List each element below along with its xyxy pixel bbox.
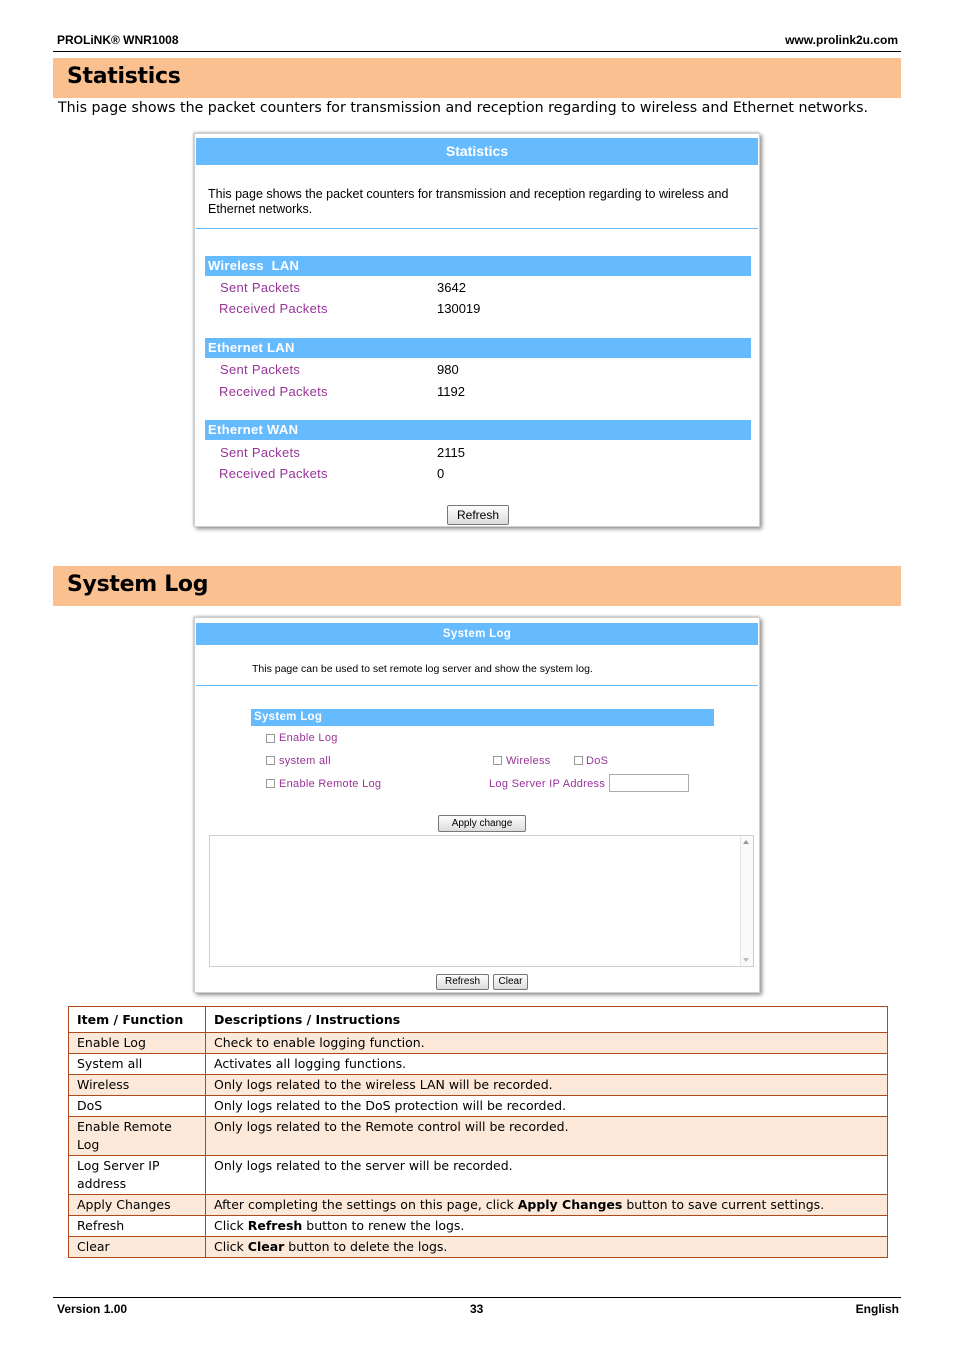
function-description-table — [68, 1006, 888, 1258]
table-cell-description — [206, 1216, 888, 1237]
lan-recv-label: Received Packets — [219, 384, 328, 399]
scroll-up-icon[interactable] — [743, 840, 749, 844]
table-row — [69, 1075, 888, 1096]
lan-recv-value: 1192 — [437, 384, 465, 399]
statistics-panel-desc — [208, 187, 728, 217]
syslog-section-bar — [53, 566, 901, 606]
wan-recv-label: Received Packets — [219, 466, 328, 481]
table-cell-description — [206, 1237, 888, 1258]
header-website: www.prolink2u.com — [785, 33, 898, 47]
syslog-panel — [194, 617, 760, 993]
table-row — [69, 1054, 888, 1075]
log-server-ip-input[interactable] — [609, 774, 689, 792]
description-text: Only logs related to the server will be recorded. — [214, 1158, 513, 1173]
description-text: Only logs related to the Remote control will be recorded. — [214, 1119, 569, 1134]
wireless-checkbox[interactable] — [493, 756, 502, 765]
table-cell-description — [206, 1117, 888, 1156]
table-row — [69, 1195, 888, 1216]
statistics-intro: This page shows the packet counters for transmission and reception regarding to wireless and Ethernet networks. — [58, 100, 868, 116]
table-cell-item: Clear — [69, 1237, 206, 1258]
statistics-section-title: Statistics — [67, 64, 181, 89]
statistics-desc-line2: Ethernet networks. — [208, 202, 313, 216]
table-cell-description — [206, 1054, 888, 1075]
table-cell-item: Log Server IP address — [69, 1156, 206, 1195]
group-ethernet-wan-bar: Ethernet WAN — [205, 420, 751, 440]
table-cell-description — [206, 1075, 888, 1096]
statistics-panel — [194, 133, 760, 527]
footer-language: English — [855, 1302, 899, 1316]
table-cell-description — [206, 1195, 888, 1216]
group-wireless-lan-bar: Wireless LAN — [205, 256, 751, 276]
dos-checkbox[interactable] — [574, 756, 583, 765]
enable-log-checkbox[interactable] — [266, 734, 275, 743]
system-all-label: system all — [279, 755, 331, 767]
syslog-refresh-button[interactable]: Refresh — [436, 974, 489, 990]
scroll-down-icon[interactable] — [743, 958, 749, 962]
log-scrollbar[interactable] — [740, 836, 753, 966]
table-row — [69, 1156, 888, 1195]
wlan-recv-value: 130019 — [437, 301, 481, 316]
table-cell-description — [206, 1156, 888, 1195]
table-cell-item: Enable Log — [69, 1033, 206, 1054]
header-item-function: Item / Function — [69, 1007, 206, 1033]
wlan-sent-value: 3642 — [437, 280, 466, 295]
wan-recv-value: 0 — [437, 466, 445, 481]
description-emphasis: Clear — [247, 1239, 285, 1254]
syslog-panel-title: System Log — [196, 623, 758, 645]
enable-log-label: Enable Log — [279, 732, 338, 744]
statistics-panel-title: Statistics — [196, 138, 758, 165]
statistics-refresh-button[interactable]: Refresh — [447, 505, 509, 525]
statistics-divider — [196, 228, 758, 229]
description-text: Activates all logging functions. — [214, 1056, 407, 1071]
description-text-tail: button to renew the logs. — [302, 1218, 465, 1233]
log-textarea[interactable] — [209, 835, 754, 967]
wan-sent-label: Sent Packets — [220, 445, 301, 460]
header-rule — [53, 51, 901, 52]
table-row — [69, 1237, 888, 1258]
description-text: Click — [214, 1218, 248, 1233]
description-text: After completing the settings on this page, click — [214, 1197, 518, 1212]
footer-page-number: 33 — [470, 1302, 484, 1316]
table-row — [69, 1033, 888, 1054]
wireless-label: Wireless — [506, 755, 551, 767]
header-product: PROLiNK® WNR1008 — [57, 33, 179, 47]
group-ethernet-lan-bar: Ethernet LAN — [205, 338, 751, 358]
description-text-tail: button to delete the logs. — [284, 1239, 448, 1254]
statistics-section-bar — [53, 58, 901, 98]
table-cell-description — [206, 1096, 888, 1117]
syslog-divider — [196, 685, 758, 686]
table-row — [69, 1216, 888, 1237]
description-text: Only logs related to the DoS protection will be recorded. — [214, 1098, 567, 1113]
table-cell-item: Wireless — [69, 1075, 206, 1096]
description-text: Check to enable logging function. — [214, 1035, 425, 1050]
description-text: Only logs related to the wireless LAN will be recorded. — [214, 1077, 553, 1092]
log-server-ip-label: Log Server IP Address — [489, 778, 606, 790]
table-cell-item: System all — [69, 1054, 206, 1075]
lan-sent-label: Sent Packets — [220, 362, 301, 377]
description-text-tail: button to save current settings. — [622, 1197, 825, 1212]
enable-remote-log-label: Enable Remote Log — [279, 778, 382, 790]
syslog-options-bar: System Log — [251, 709, 714, 726]
syslog-section-title: System Log — [67, 572, 209, 597]
wlan-sent-label: Sent Packets — [220, 280, 301, 295]
header-descriptions: Descriptions / Instructions — [206, 1007, 888, 1033]
table-cell-description — [206, 1033, 888, 1054]
footer-rule — [53, 1297, 901, 1298]
table-body — [69, 1033, 888, 1258]
table-row — [69, 1096, 888, 1117]
table-cell-item: Enable Remote Log — [69, 1117, 206, 1156]
apply-change-button[interactable]: Apply change — [438, 815, 526, 832]
system-all-checkbox[interactable] — [266, 756, 275, 765]
table-cell-item: DoS — [69, 1096, 206, 1117]
syslog-clear-button[interactable]: Clear — [493, 974, 528, 990]
table-cell-item: Apply Changes — [69, 1195, 206, 1216]
lan-sent-value: 980 — [437, 362, 459, 377]
statistics-desc-line1: This page shows the packet counters for transmission and reception regarding to wireless and — [208, 187, 729, 201]
syslog-panel-desc: This page can be used to set remote log server and show the system log. — [252, 663, 593, 675]
table-header-row — [69, 1007, 888, 1033]
wan-sent-value: 2115 — [437, 445, 465, 460]
table-cell-item: Refresh — [69, 1216, 206, 1237]
footer-version: Version 1.00 — [57, 1302, 128, 1316]
description-emphasis: Apply Changes — [517, 1197, 623, 1212]
dos-label: DoS — [586, 755, 609, 767]
table-row — [69, 1117, 888, 1156]
description-text: Click — [214, 1239, 248, 1254]
wlan-recv-label: Received Packets — [219, 301, 328, 316]
enable-remote-log-checkbox[interactable] — [266, 779, 275, 788]
description-emphasis: Refresh — [247, 1218, 303, 1233]
